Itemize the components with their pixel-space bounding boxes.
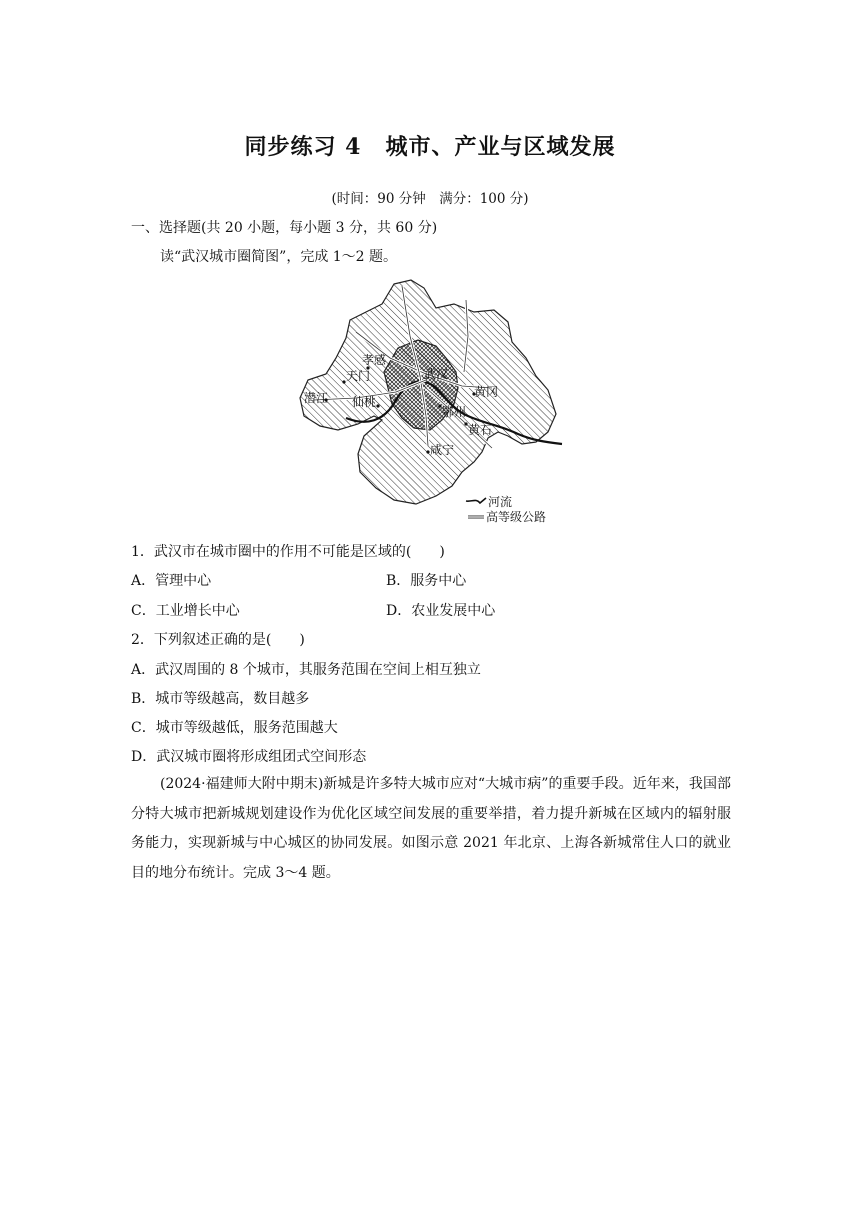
question-1-option-c: C．工业增长中心 bbox=[131, 603, 240, 619]
city-label-xianning: 咸宁 bbox=[430, 443, 455, 457]
exam-time-info: (时间：90 分钟 满分：100 分) bbox=[331, 191, 529, 207]
question-2-option-c: C．城市等级越低，服务范围越大 bbox=[131, 720, 338, 736]
city-label-xiaogan: 孝感 bbox=[362, 353, 387, 367]
city-label-huanggang: 黄冈 bbox=[474, 385, 499, 399]
map-legend bbox=[466, 494, 546, 524]
question-2-option-d: D．武汉城市圈将形成组团式空间形态 bbox=[131, 749, 367, 765]
page-title: 同步练习 4 城市、产业与区域发展 bbox=[244, 134, 616, 160]
city-label-ezhou: 鄂州 bbox=[442, 405, 467, 419]
city-label-tianmen: 天门 bbox=[346, 369, 371, 383]
city-label-wuhan: 武汉 bbox=[424, 367, 449, 381]
question-2-option-b: B．城市等级越高，数目越多 bbox=[131, 691, 310, 707]
city-label-qianjiang: 潜江 bbox=[304, 391, 329, 405]
legend-highway-label: 高等级公路 bbox=[486, 510, 547, 524]
wuhan-city-circle-map bbox=[286, 276, 586, 526]
question-1-option-a: A．管理中心 bbox=[131, 573, 212, 589]
map-intro: 读“武汉城市圈简图”，完成 1～2 题。 bbox=[160, 249, 398, 265]
question-2-stem: 2．下列叙述正确的是( ) bbox=[131, 632, 305, 648]
question-1-stem: 1．武汉市在城市圈中的作用不可能是区域的( ) bbox=[131, 544, 445, 560]
question-1-option-d: D．农业发展中心 bbox=[386, 603, 496, 619]
river-legend-icon bbox=[466, 498, 486, 503]
question-1-option-b: B．服务中心 bbox=[386, 573, 467, 589]
legend-river-label: 河流 bbox=[488, 495, 513, 509]
section-heading: 一、选择题(共 20 小题，每小题 3 分，共 60 分) bbox=[131, 220, 438, 236]
city-label-huangshi: 黄石 bbox=[468, 423, 493, 437]
city-label-xiantao: 仙桃 bbox=[352, 395, 377, 409]
passage-new-cities: (2024·福建师大附中期末)新城是许多特大城市应对“大城市病”的重要手段。近年来，我国部分特大城市把新城规划建设作为优化区域空间发展的重要举措，着力提升新城在区域内的辐射服务能力，实现新城与中心城区的协同发展。如图示意 2021 年北京、上海各新城常住人口的就业目的地分布统计。完成 3～4 题。 bbox=[131, 776, 731, 881]
question-2-option-a: A．武汉周围的 8 个城市，其服务范围在空间上相互独立 bbox=[131, 662, 481, 678]
